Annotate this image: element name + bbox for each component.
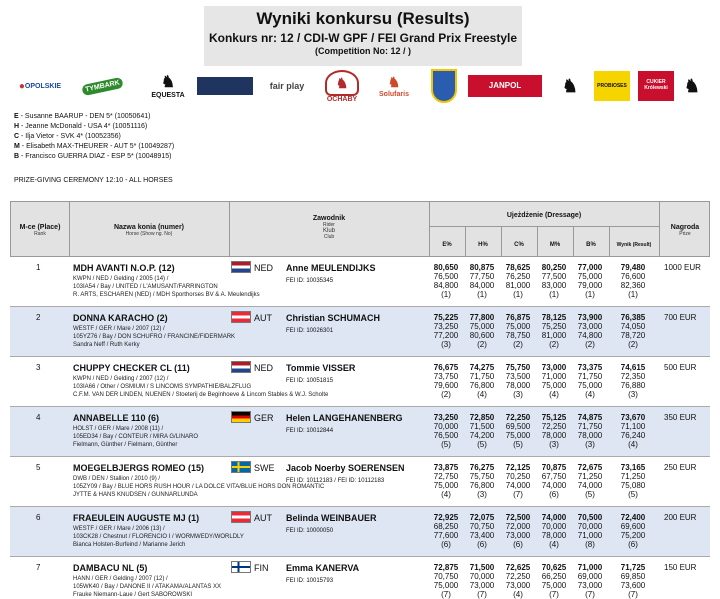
judge-score: 73,250 70,000 76,500 (5)	[433, 413, 459, 449]
sponsor-crest	[426, 66, 462, 106]
rider-name: Belinda WEINBAUER	[286, 513, 377, 523]
prize-amount: 150 EUR	[664, 563, 697, 572]
table-row	[10, 357, 710, 407]
sponsor-logos	[14, 66, 706, 106]
judge-score: 78,625 76,250 81,000 (1)	[505, 263, 531, 299]
judge-score: 72,625 72,250 73,000 (4)	[505, 563, 531, 599]
horse-pedigree: 103CK28 / Chestnut / FLORENCIO I / WORMWEDY/WORLDLY	[73, 534, 244, 540]
rider-fei-id: FEI ID: 10012844	[286, 428, 334, 434]
header-col-m: M%	[549, 242, 561, 248]
judge-score: 76,875 75,000 78,750 (2)	[505, 313, 531, 349]
sponsor-logo-cukier: CUKIER Królewski	[636, 66, 676, 106]
horse-owner-breeder: Frauke Niemann-Laue / Gert SABOROWSKI	[73, 592, 193, 598]
horse-name: DONNA KARACHO (2)	[73, 313, 168, 323]
judge-h: H - Jeanne McDonald - USA 4* (10051116)	[14, 123, 148, 130]
prize-amount: 200 EUR	[664, 513, 697, 522]
sponsor-logo-janpol: JANPOL	[466, 66, 544, 106]
judge-score: 71,000 69,000 73,000 (7)	[577, 563, 603, 599]
judges-list	[14, 112, 174, 162]
country-flag-icon	[231, 461, 251, 473]
judge-score: 72,875 70,750 75,000 (7)	[433, 563, 459, 599]
prize-amount: 700 EUR	[664, 313, 697, 322]
judge-score: 72,250 69,500 75,000 (5)	[505, 413, 531, 449]
result-score: 74,615 72,350 76,880 (3)	[620, 363, 646, 399]
header-col-h: H%	[478, 242, 488, 248]
header-col-result: Wynik (Result)	[616, 242, 652, 248]
rider-fei-id: FEI ID: 10000050	[286, 528, 334, 534]
horse-pedigree: 103IA66 / Other / OSMIUM / S LINCOMS SYMPATHIE/BALZFLUG	[73, 384, 252, 390]
country-flag-icon	[231, 511, 251, 523]
prize-giving-note: PRIZE-GIVING CEREMONY 12:10 - ALL HORSES	[14, 177, 173, 184]
rider-name: Tommie VISSER	[286, 363, 356, 373]
nation-code: AUT	[254, 313, 272, 323]
judge-score: 77,800 75,000 80,600 (2)	[469, 313, 495, 349]
horse-owner-breeder: Fielmann, Günther / Fielmann, Günther	[73, 442, 178, 448]
table-row	[10, 507, 710, 557]
judge-m: M - Elisabeth MAX-THEURER - AUT 5* (10049287)	[14, 143, 175, 150]
judge-score: 75,125 72,250 78,000 (3)	[541, 413, 567, 449]
nation-code: NED	[254, 363, 274, 373]
judge-score: 72,125 70,250 74,000 (7)	[505, 463, 531, 499]
place-cell: 2	[36, 313, 41, 322]
judge-score: 70,500 70,000 71,000 (8)	[577, 513, 603, 549]
place-cell: 6	[36, 513, 41, 522]
result-score: 72,400 69,600 75,200 (6)	[620, 513, 646, 549]
header-col-c: C%	[514, 242, 524, 248]
horse-details: HOLST / GER / Mare / 2008 (11) /	[73, 426, 164, 432]
place-cell: 3	[36, 363, 41, 372]
prize-amount: 500 EUR	[664, 363, 697, 372]
nation-code: GER	[254, 413, 274, 423]
place-cell: 7	[36, 563, 41, 572]
nation-code: NED	[254, 263, 274, 273]
horse-pedigree: 105WK40 / Bay / DANONE II / ATAKAMA/ALANTAS XX	[73, 584, 222, 590]
country-flag-icon	[231, 561, 251, 573]
competition-title: Konkurs nr: 12 / CDI-W GPF / FEI Grand Prix Freestyle	[208, 31, 518, 45]
rider-fei-id: FEI ID: 10112183 / FEI ID: 10112183	[286, 478, 385, 484]
horse-pedigree: 105YZ76 / Bay / DON SCHUFRO / FRANCINE/FIDERMARK	[73, 334, 236, 340]
judge-score: 76,275 75,750 76,800 (3)	[469, 463, 495, 499]
horse-name: MOEGELBJERGS ROMEO (15)	[73, 463, 205, 473]
rider-name: Jacob Noerby SOERENSEN	[286, 463, 405, 473]
prize-amount: 350 EUR	[664, 413, 697, 422]
judge-score: 70,875 67,750 74,000 (6)	[541, 463, 567, 499]
country-flag-icon	[231, 411, 251, 423]
judge-score: 74,875 71,750 78,000 (3)	[577, 413, 603, 449]
horse-pedigree: 103IA54 / Bay / UNITED / L'AMUSANT/FARRINGTON	[73, 284, 218, 290]
judge-score: 75,750 73,500 78,000 (3)	[505, 363, 531, 399]
header-prize: Nagroda Prize	[670, 224, 700, 237]
sponsor-logo-fairplay: fair play	[269, 81, 305, 91]
horse-owner-breeder: Sandra Neff / Ruth Kerky	[73, 342, 140, 348]
country-flag-icon	[231, 361, 251, 373]
sponsor-logo-opolskie: ● OPOLSKIE	[18, 80, 62, 92]
judge-score: 72,675 71,250 74,000 (5)	[577, 463, 603, 499]
results-title-box	[204, 6, 522, 66]
judge-b: B - Francisco GUERRA DIAZ - ESP 5* (10048915)	[14, 153, 172, 160]
header-rider: Zawodnik Rider Klub Club	[312, 215, 346, 240]
table-row	[10, 407, 710, 457]
horse-details: HANN / GER / Gelding / 2007 (12) /	[73, 576, 168, 582]
page-title: Wyniki konkursu (Results)	[256, 9, 470, 28]
sponsor-logo-dark	[196, 66, 254, 106]
sponsor-logo-solufaris: ♞ Solufaris	[379, 74, 409, 98]
judge-score: 73,900 73,000 74,800 (2)	[577, 313, 603, 349]
horse-details: WESTF / GER / Mare / 2006 (13) /	[73, 526, 165, 532]
rider-name: Helen LANGEHANENBERG	[286, 413, 403, 423]
horse-name: ANNABELLE 110 (6)	[73, 413, 160, 423]
horse-owner-breeder: JYTTE & HANS KNUDSEN / GUNNARLUNDA	[73, 492, 198, 498]
judge-score: 73,375 71,750 75,000 (4)	[577, 363, 603, 399]
prize-amount: 250 EUR	[664, 463, 697, 472]
place-cell: 1	[36, 263, 41, 272]
header-col-e: E%	[442, 242, 452, 248]
judge-score: 71,500 70,000 73,000 (7)	[469, 563, 495, 599]
sponsor-logo-probioses: PROBIOSES	[592, 66, 632, 106]
judge-score: 73,000 71,000 75,000 (4)	[541, 363, 567, 399]
judge-score: 80,875 77,750 84,000 (1)	[469, 263, 495, 299]
results-table	[10, 201, 710, 599]
horse-head-logo: ♞	[561, 75, 579, 96]
judge-score: 78,125 75,250 81,000 (2)	[541, 313, 567, 349]
rider-name: Emma KANERVA	[286, 563, 360, 573]
judge-score: 72,500 72,000 73,000 (6)	[505, 513, 531, 549]
judge-score: 74,275 71,750 76,800 (4)	[469, 363, 495, 399]
rider-name: Anne MEULENDIJKS	[286, 263, 376, 273]
judge-score: 70,625 66,250 75,000 (7)	[541, 563, 567, 599]
country-flag-icon	[231, 261, 251, 273]
header-dressage: Ujeżdżenie (Dressage)	[506, 212, 582, 219]
judge-e: E - Susanne BAARUP - DEN 5* (10050641)	[14, 113, 151, 120]
country-flag-icon	[231, 311, 251, 323]
judge-score: 72,075 70,750 73,400 (6)	[469, 513, 495, 549]
judge-score: 77,000 75,000 79,000 (1)	[577, 263, 603, 299]
judge-score: 80,650 76,500 84,800 (1)	[433, 263, 459, 299]
judge-score: 72,925 68,250 77,600 (6)	[433, 513, 459, 549]
horse-owner-breeder: R. ARTS, ESCHAREN (NED) / MDH Sporthorses BV & A. Meulendijks	[73, 292, 260, 298]
horse-details: DWB / DEN / Stallion / 2010 (9) /	[73, 476, 161, 482]
horse-rider-logo: ♞	[683, 75, 701, 96]
place-cell: 5	[36, 463, 41, 472]
judge-score: 80,250 77,500 83,000 (1)	[541, 263, 567, 299]
result-score: 73,670 71,100 76,240 (4)	[620, 413, 646, 449]
sponsor-logo-ochaby: ♞ OCHABY	[320, 66, 364, 106]
result-score: 73,165 71,250 75,080 (5)	[620, 463, 646, 499]
nation-code: FIN	[254, 563, 269, 573]
result-score: 79,480 76,600 82,360 (1)	[620, 263, 646, 299]
horse-pedigree: 105ED34 / Bay / CONTEUR / MIRA G/LINARO	[73, 434, 199, 440]
table-row	[10, 307, 710, 357]
horse-name: MDH AVANTI N.O.P. (12)	[73, 263, 175, 273]
sponsor-logo-equesta: ♞ EQUESTA	[151, 73, 185, 99]
judge-score: 76,675 73,750 79,600 (2)	[433, 363, 459, 399]
horse-name: FRAEULEIN AUGUSTE MJ (1)	[73, 513, 200, 523]
prize-amount: 1000 EUR	[664, 263, 701, 272]
rider-fei-id: FEI ID: 10035345	[286, 278, 334, 284]
judge-score: 75,225 73,250 77,200 (3)	[433, 313, 459, 349]
horse-owner-breeder: Bianca Holsten-Burfeind / Marianne Jerich	[73, 542, 186, 548]
result-score: 71,725 69,850 73,600 (7)	[620, 563, 646, 599]
horse-name: CHUPPY CHECKER CL (11)	[73, 363, 190, 373]
judge-score: 73,875 72,750 75,000 (4)	[433, 463, 459, 499]
judge-score: 72,850 71,500 74,200 (5)	[469, 413, 495, 449]
sponsor-logo-tymbark: TYMBARK	[74, 66, 130, 106]
table-row	[10, 257, 710, 307]
nation-code: SWE	[254, 463, 275, 473]
table-header	[10, 201, 710, 257]
horse-details: KWPN / NED / Gelding / 2005 (14) /	[73, 276, 169, 282]
header-col-b: B%	[586, 242, 596, 248]
horse-owner-breeder: C.F.M. VAN DER LINDEN, NUENEN / Stoeterij de Beginhoeve & Lincom Stables & W.J. Scholte	[73, 392, 329, 398]
horse-pedigree: 105ZY09 / Bay / BLUE HORS RUSH HOUR / LA DOLCE VITA/BLUE HORS DON ROMANTIC	[73, 484, 325, 490]
rider-fei-id: FEI ID: 10015793	[286, 578, 334, 584]
place-cell: 4	[36, 413, 41, 422]
result-score: 76,385 74,050 78,720 (2)	[620, 313, 646, 349]
judge-c: C - Ilja Vietor - SVK 4* (10052356)	[14, 133, 121, 140]
rider-fei-id: FEI ID: 10026301	[286, 328, 334, 334]
horse-details: WESTF / GER / Mare / 2007 (12) /	[73, 326, 165, 332]
horse-name: DAMBACU NL (5)	[73, 563, 148, 573]
table-row	[10, 457, 710, 507]
rider-name: Christian SCHUMACH	[286, 313, 381, 323]
competition-number: (Competition No: 12 / )	[315, 46, 411, 56]
nation-code: AUT	[254, 513, 272, 523]
horse-details: KWPN / NED / Gelding / 2007 (12) /	[73, 376, 169, 382]
table-row	[10, 557, 710, 599]
judge-score: 74,000 70,000 78,000 (4)	[541, 513, 567, 549]
header-place: M-ce (Place) Rank	[19, 224, 61, 237]
header-horse: Nazwa konia (numer) Horse (Show ng. No)	[113, 224, 184, 237]
rider-fei-id: FEI ID: 10051815	[286, 378, 334, 384]
